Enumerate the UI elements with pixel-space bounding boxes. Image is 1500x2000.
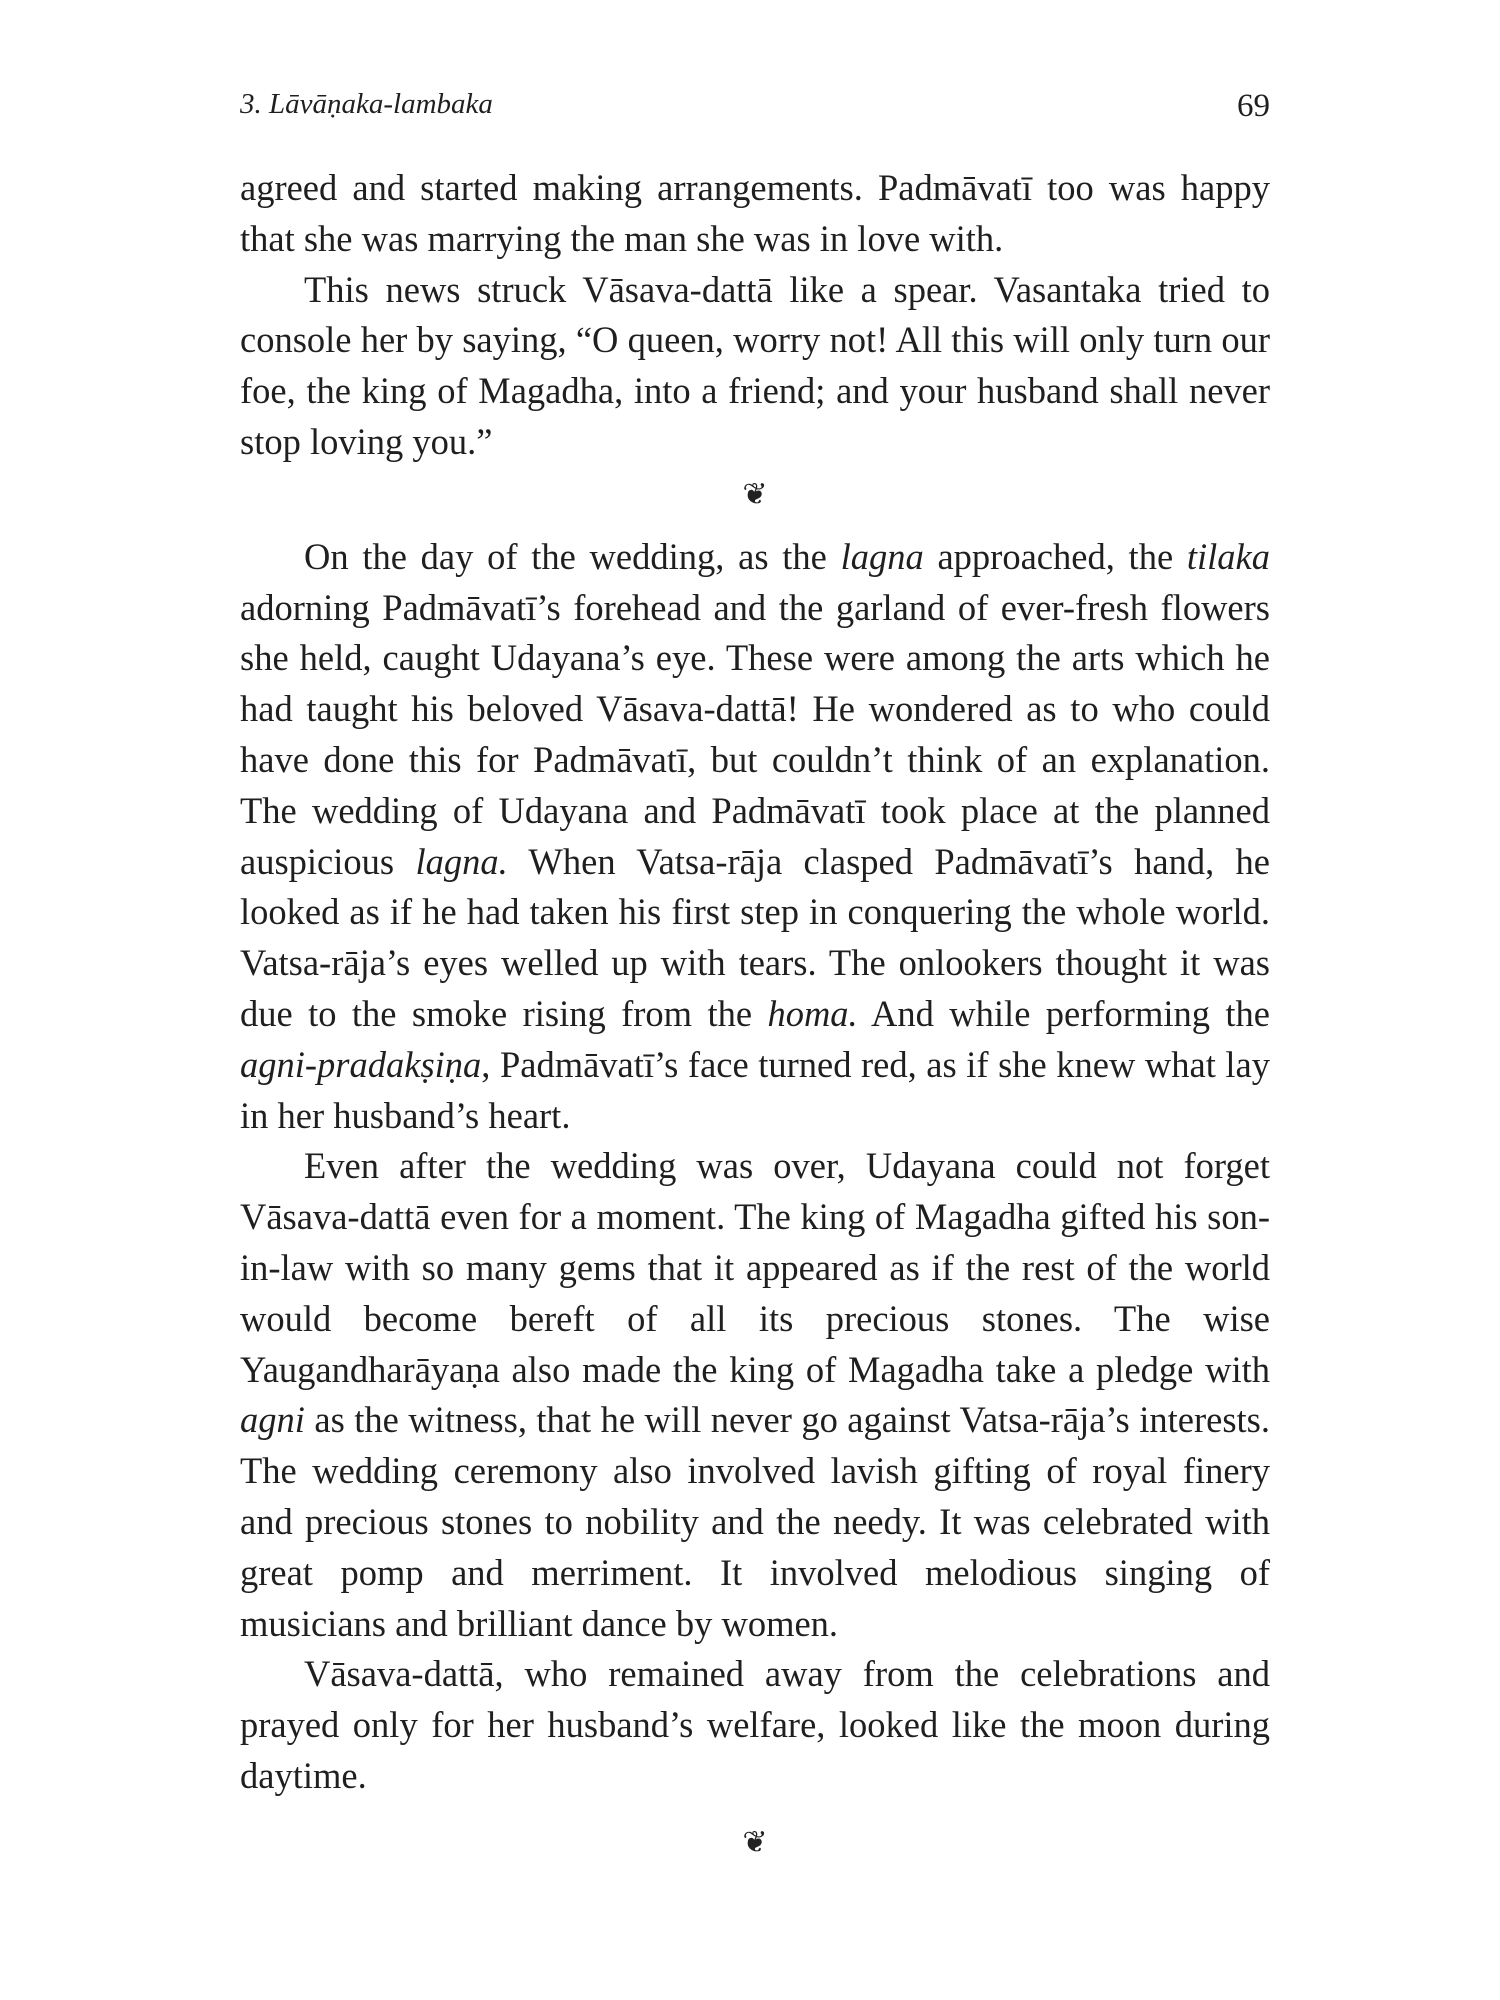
paragraph-4 [240,1141,1270,1649]
paragraph-2: This news struck Vāsava-dattā like a spear. Vasantaka tried to console her by saying, “O queen, worry not! All this will only turn our foe, the king of Magadha, into a friend; and your husband shall never stop loving you.” [240,268,1270,462]
text-run: , Padmāvatī’s face turned red, as if she knew what lay in her husband’s heart. [240,1043,1270,1136]
paragraph-5: Vāsava-dattā, who remained away from the celebrations and prayed only for her husband’s welfare, looked like the moon during daytime. [240,1653,1270,1796]
page-number: 69 [1237,88,1270,124]
text-run: And while performing the [857,992,1270,1034]
text-run: When Vatsa-rāja clasped Padmāvatī’s hand, he looked as if he had taken his first step in conquering the whole world. Vatsa-rāja’s eyes welled up with tears. The onlookers thought it was due to the smoke rising from the [240,840,1270,1034]
italic-term-lagna: lagna [840,535,924,577]
italic-term-lagna: lagna. [415,840,508,882]
end-ornament-icon: ❦ [742,1825,768,1859]
italic-term-tilaka: tilaka [1186,535,1270,577]
chapter-title: 3. Lāvāṇaka-lambaka [240,88,493,120]
italic-term-agni: agni [240,1399,305,1441]
running-head [240,88,1270,134]
body-text [240,163,1270,1880]
italic-term-agni-pradaksina: agni-pradakṣiṇa [240,1043,482,1085]
text-run: approached, the [923,535,1187,577]
paragraph-3 [240,532,1270,1142]
text-run: On the day of the wedding, as the [304,535,841,577]
italic-term-homa: homa. [767,992,858,1034]
paragraph-1: agreed and started making arrangements. Padmāvatī too was happy that she was marrying the man she was in love with. [240,167,1270,259]
text-run: as the witness, that he will never go against Vatsa-rāja’s interests. The wedding ceremony also involved lavish gifting of royal finery and precious stones to nobility and the needy. It was celebrated with great pomp and merriment. It involved melodious singing of musicians and brilliant dance by women. [240,1399,1270,1644]
section-break-ornament-icon: ❦ [742,477,768,511]
text-run: Even after the wedding was over, Udayana could not forget Vāsava-dattā even for a moment. The king of Magadha gifted his son-in-law with so many gems that it appeared as if the rest of the world would become bereft of all its precious stones. The wise Yaugandharāyaṇa also made the king of Magadha take a pledge with [240,1145,1270,1390]
text-run: adorning Padmāvatī’s forehead and the garland of ever-fresh flowers she held, caught Udayana’s eye. These were among the arts which he had taught his beloved Vāsava-dattā! He wondered as to who could have done this for Padmāvatī, but couldn’t think of an explanation. The wedding of Udayana and Padmāvatī took place at the planned auspicious [240,586,1270,882]
